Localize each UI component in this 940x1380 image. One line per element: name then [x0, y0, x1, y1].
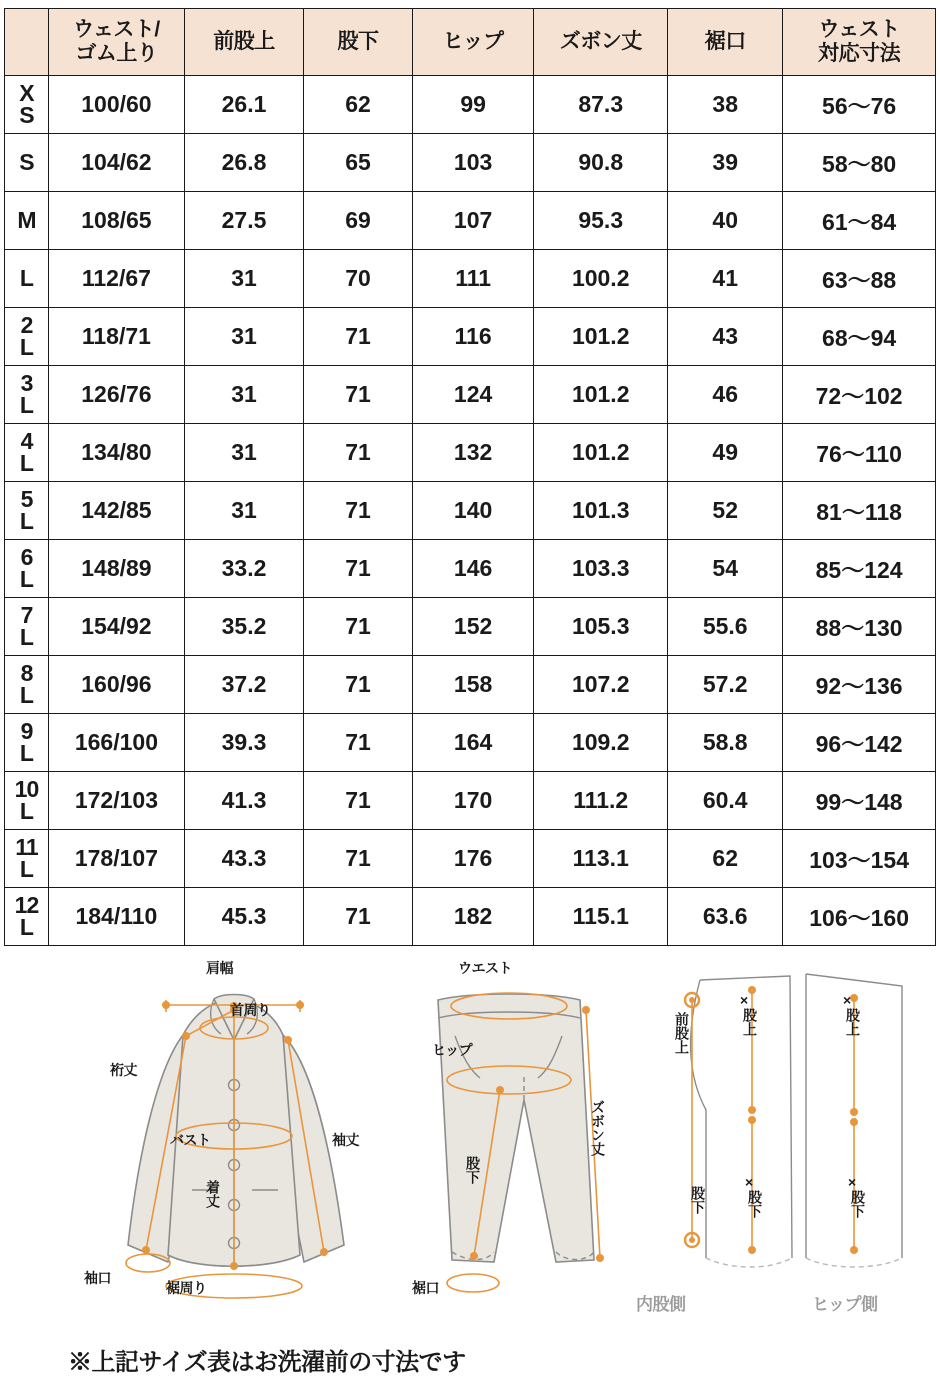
table-header-row	[5, 9, 936, 76]
cell-pants-length: 115.1	[534, 888, 668, 946]
cell-waist-fit: 106〜160	[783, 888, 936, 946]
size-line: 9	[20, 717, 33, 744]
cell-waist-fit: 81〜118	[783, 482, 936, 540]
size-cell	[5, 656, 49, 714]
cell-hip: 176	[412, 830, 533, 888]
header-line: 対応寸法	[818, 42, 901, 65]
cell-hip: 182	[412, 888, 533, 946]
cell-inseam: 69	[304, 192, 413, 250]
cell-waist-fit: 63〜88	[783, 250, 936, 308]
label-pants-length: ズボン丈	[590, 1100, 606, 1156]
label-rise-inseam-mark: ×	[745, 1174, 753, 1190]
table-header-waist	[48, 9, 184, 76]
measurement-diagrams	[0, 950, 940, 1380]
size-line: L	[19, 449, 33, 476]
cell-waist: 104/62	[48, 134, 184, 192]
cell-hip: 116	[412, 308, 533, 366]
cell-inseam: 70	[304, 250, 413, 308]
cell-waist: 148/89	[48, 540, 184, 598]
cell-pants-length: 105.3	[534, 598, 668, 656]
cell-waist-fit: 88〜130	[783, 598, 936, 656]
cell-front-rise: 31	[184, 250, 303, 308]
table-row	[5, 250, 936, 308]
table-row	[5, 76, 936, 134]
cell-waist-fit: 68〜94	[783, 308, 936, 366]
cell-waist: 172/103	[48, 772, 184, 830]
cell-inseam: 71	[304, 482, 413, 540]
label-upper-rise-mark: ×	[740, 992, 748, 1008]
cell-front-rise: 27.5	[184, 192, 303, 250]
size-line: S	[19, 101, 34, 128]
cell-waist-fit: 103〜154	[783, 830, 936, 888]
cell-hem: 58.8	[668, 714, 783, 772]
cell-hip: 107	[412, 192, 533, 250]
cell-pants-length: 103.3	[534, 540, 668, 598]
size-line: L	[19, 391, 33, 418]
size-line: 4	[20, 427, 33, 454]
label-upper-rise-2: 股上	[845, 1008, 861, 1036]
size-line: S	[19, 148, 34, 175]
table-row	[5, 540, 936, 598]
cell-front-rise: 31	[184, 366, 303, 424]
size-cell	[5, 308, 49, 366]
cell-hem: 49	[668, 424, 783, 482]
size-chart-page	[0, 8, 940, 1376]
cell-pants-length: 113.1	[534, 830, 668, 888]
table-row	[5, 656, 936, 714]
cell-front-rise: 43.3	[184, 830, 303, 888]
label-cuff: 袖口	[84, 1270, 111, 1286]
table-body	[5, 76, 936, 946]
size-cell	[5, 76, 49, 134]
size-cell	[5, 540, 49, 598]
size-cell	[5, 424, 49, 482]
label-upper-rise-mark-2: ×	[843, 992, 851, 1008]
table-header	[5, 9, 936, 76]
table-header-size	[5, 9, 49, 76]
header-line: ヒップ	[442, 30, 504, 54]
table-header-hip	[412, 9, 533, 76]
cell-waist: 108/65	[48, 192, 184, 250]
cell-pants-length: 95.3	[534, 192, 668, 250]
size-line: M	[17, 206, 36, 233]
cell-hem: 39	[668, 134, 783, 192]
size-cell	[5, 598, 49, 656]
cell-hem: 38	[668, 76, 783, 134]
label-rise-inseam-mark-2: ×	[848, 1174, 856, 1190]
size-line: 2	[20, 311, 33, 338]
table-row	[5, 830, 936, 888]
cell-hip: 170	[412, 772, 533, 830]
cell-hip: 124	[412, 366, 533, 424]
table-row	[5, 482, 936, 540]
label-pants-inseam: 股下	[465, 1156, 481, 1184]
cell-pants-length: 101.3	[534, 482, 668, 540]
size-cell	[5, 830, 49, 888]
size-line: X	[19, 79, 34, 106]
cell-waist: 154/92	[48, 598, 184, 656]
cell-front-rise: 37.2	[184, 656, 303, 714]
cell-waist: 184/110	[48, 888, 184, 946]
cell-pants-length: 90.8	[534, 134, 668, 192]
cell-hem: 55.6	[668, 598, 783, 656]
label-shoulder-width: 肩幅	[206, 960, 233, 976]
cell-inseam: 71	[304, 656, 413, 714]
cell-inseam: 71	[304, 308, 413, 366]
cell-pants-length: 101.2	[534, 366, 668, 424]
label-rise-inseam-2: 股下	[747, 1190, 763, 1218]
cell-waist-fit: 72〜102	[783, 366, 936, 424]
cell-waist-fit: 85〜124	[783, 540, 936, 598]
size-line: L	[19, 264, 33, 291]
size-line: 7	[20, 601, 33, 628]
cell-hip: 111	[412, 250, 533, 308]
size-line: 5	[20, 485, 33, 512]
size-line: 3	[20, 369, 33, 396]
cell-pants-length: 100.2	[534, 250, 668, 308]
cell-hem: 62	[668, 830, 783, 888]
cell-hip: 146	[412, 540, 533, 598]
size-table	[4, 8, 936, 946]
cell-waist: 126/76	[48, 366, 184, 424]
label-hip-side: ヒップ側	[812, 1295, 878, 1314]
cell-inseam: 71	[304, 540, 413, 598]
header-line: ウェスト/	[73, 18, 160, 42]
size-line: 11	[15, 833, 38, 860]
cell-front-rise: 45.3	[184, 888, 303, 946]
jacket-illustration	[126, 995, 344, 1299]
label-rise-inseam: 股下	[690, 1186, 706, 1214]
pants-illustration	[438, 993, 604, 1292]
label-bust: バスト	[170, 1132, 211, 1148]
header-line: ゴム上り	[75, 42, 158, 65]
cell-waist-fit: 58〜80	[783, 134, 936, 192]
cell-pants-length: 109.2	[534, 714, 668, 772]
label-inner-side: 内股側	[636, 1295, 686, 1314]
cell-pants-length: 101.2	[534, 308, 668, 366]
size-cell	[5, 250, 49, 308]
label-neck: 首周り	[230, 1002, 271, 1018]
cell-inseam: 65	[304, 134, 413, 192]
size-line: 12	[14, 891, 39, 918]
table-header-waist-fit	[783, 9, 936, 76]
table-row	[5, 308, 936, 366]
cell-inseam: 62	[304, 76, 413, 134]
cell-inseam: 71	[304, 772, 413, 830]
cell-front-rise: 26.1	[184, 76, 303, 134]
label-upper-rise: 股上	[742, 1008, 758, 1036]
size-line: 10	[14, 775, 39, 802]
cell-waist-fit: 56〜76	[783, 76, 936, 134]
table-row	[5, 366, 936, 424]
cell-front-rise: 31	[184, 308, 303, 366]
header-line: 裾口	[704, 30, 746, 54]
cell-hip: 103	[412, 134, 533, 192]
rise-illustration	[685, 974, 902, 1267]
size-line: L	[19, 855, 33, 882]
cell-waist-fit: 96〜142	[783, 714, 936, 772]
table-row	[5, 192, 936, 250]
table-row	[5, 598, 936, 656]
cell-waist: 112/67	[48, 250, 184, 308]
size-line: L	[19, 507, 33, 534]
cell-waist: 160/96	[48, 656, 184, 714]
cell-waist: 100/60	[48, 76, 184, 134]
cell-front-rise: 35.2	[184, 598, 303, 656]
cell-waist-fit: 61〜84	[783, 192, 936, 250]
size-line: L	[19, 333, 33, 360]
label-pants-waist: ウエスト	[458, 960, 512, 976]
cell-inseam: 71	[304, 366, 413, 424]
cell-waist: 142/85	[48, 482, 184, 540]
cell-hip: 140	[412, 482, 533, 540]
cell-front-rise: 31	[184, 482, 303, 540]
size-cell	[5, 192, 49, 250]
label-sleeve-length: 袖丈	[332, 1132, 359, 1148]
cell-front-rise: 31	[184, 424, 303, 482]
cell-front-rise: 33.2	[184, 540, 303, 598]
cell-waist-fit: 99〜148	[783, 772, 936, 830]
cell-hip: 158	[412, 656, 533, 714]
label-hem-circumference: 裾周り	[166, 1280, 207, 1296]
cell-hip: 152	[412, 598, 533, 656]
header-line: ズボン丈	[559, 30, 642, 54]
cell-waist: 166/100	[48, 714, 184, 772]
cell-hem: 60.4	[668, 772, 783, 830]
cell-waist: 118/71	[48, 308, 184, 366]
cell-hem: 41	[668, 250, 783, 308]
label-sleeve-reach: 裄丈	[110, 1062, 137, 1078]
size-line: L	[19, 565, 33, 592]
cell-waist-fit: 92〜136	[783, 656, 936, 714]
cell-inseam: 71	[304, 598, 413, 656]
table-row	[5, 772, 936, 830]
cell-inseam: 71	[304, 714, 413, 772]
cell-hem: 54	[668, 540, 783, 598]
cell-front-rise: 39.3	[184, 714, 303, 772]
cell-waist-fit: 76〜110	[783, 424, 936, 482]
cell-hem: 63.6	[668, 888, 783, 946]
cell-pants-length: 87.3	[534, 76, 668, 134]
cell-hem: 57.2	[668, 656, 783, 714]
cell-hip: 164	[412, 714, 533, 772]
size-cell	[5, 888, 49, 946]
table-header-inseam	[304, 9, 413, 76]
size-line: 8	[20, 659, 33, 686]
size-cell	[5, 366, 49, 424]
cell-hem: 52	[668, 482, 783, 540]
cell-inseam: 71	[304, 424, 413, 482]
cell-front-rise: 41.3	[184, 772, 303, 830]
size-line: L	[19, 797, 33, 824]
footnote: ※上記サイズ表はお洗濯前の寸法です	[68, 1349, 466, 1376]
table-header-pants-length	[534, 9, 668, 76]
label-front-rise: 前股上	[674, 1012, 690, 1054]
size-line: L	[19, 623, 33, 650]
table-row	[5, 134, 936, 192]
cell-pants-length: 111.2	[534, 772, 668, 830]
size-line: L	[19, 913, 33, 940]
header-line: 前股上	[213, 30, 275, 54]
cell-pants-length: 101.2	[534, 424, 668, 482]
cell-hip: 132	[412, 424, 533, 482]
table-row	[5, 714, 936, 772]
cell-hip: 99	[412, 76, 533, 134]
size-line: L	[19, 739, 33, 766]
cell-inseam: 71	[304, 830, 413, 888]
size-cell	[5, 714, 49, 772]
table-row	[5, 424, 936, 482]
cell-hem: 40	[668, 192, 783, 250]
table-row	[5, 888, 936, 946]
cell-pants-length: 107.2	[534, 656, 668, 714]
label-pants-hip: ヒップ	[432, 1042, 473, 1058]
label-rise-inseam-3: 股下	[850, 1190, 866, 1218]
table-header-hem	[668, 9, 783, 76]
table-header-front-rise	[184, 9, 303, 76]
label-pants-hem: 裾口	[412, 1280, 439, 1296]
size-line: L	[19, 681, 33, 708]
cell-waist: 178/107	[48, 830, 184, 888]
size-cell	[5, 482, 49, 540]
cell-hem: 46	[668, 366, 783, 424]
header-line: 股下	[337, 30, 379, 54]
cell-front-rise: 26.8	[184, 134, 303, 192]
cell-inseam: 71	[304, 888, 413, 946]
size-line: 6	[20, 543, 33, 570]
label-body-length: 着丈	[205, 1180, 221, 1208]
size-cell	[5, 134, 49, 192]
size-cell	[5, 772, 49, 830]
cell-waist: 134/80	[48, 424, 184, 482]
header-line: ウェスト	[818, 18, 900, 42]
cell-hem: 43	[668, 308, 783, 366]
